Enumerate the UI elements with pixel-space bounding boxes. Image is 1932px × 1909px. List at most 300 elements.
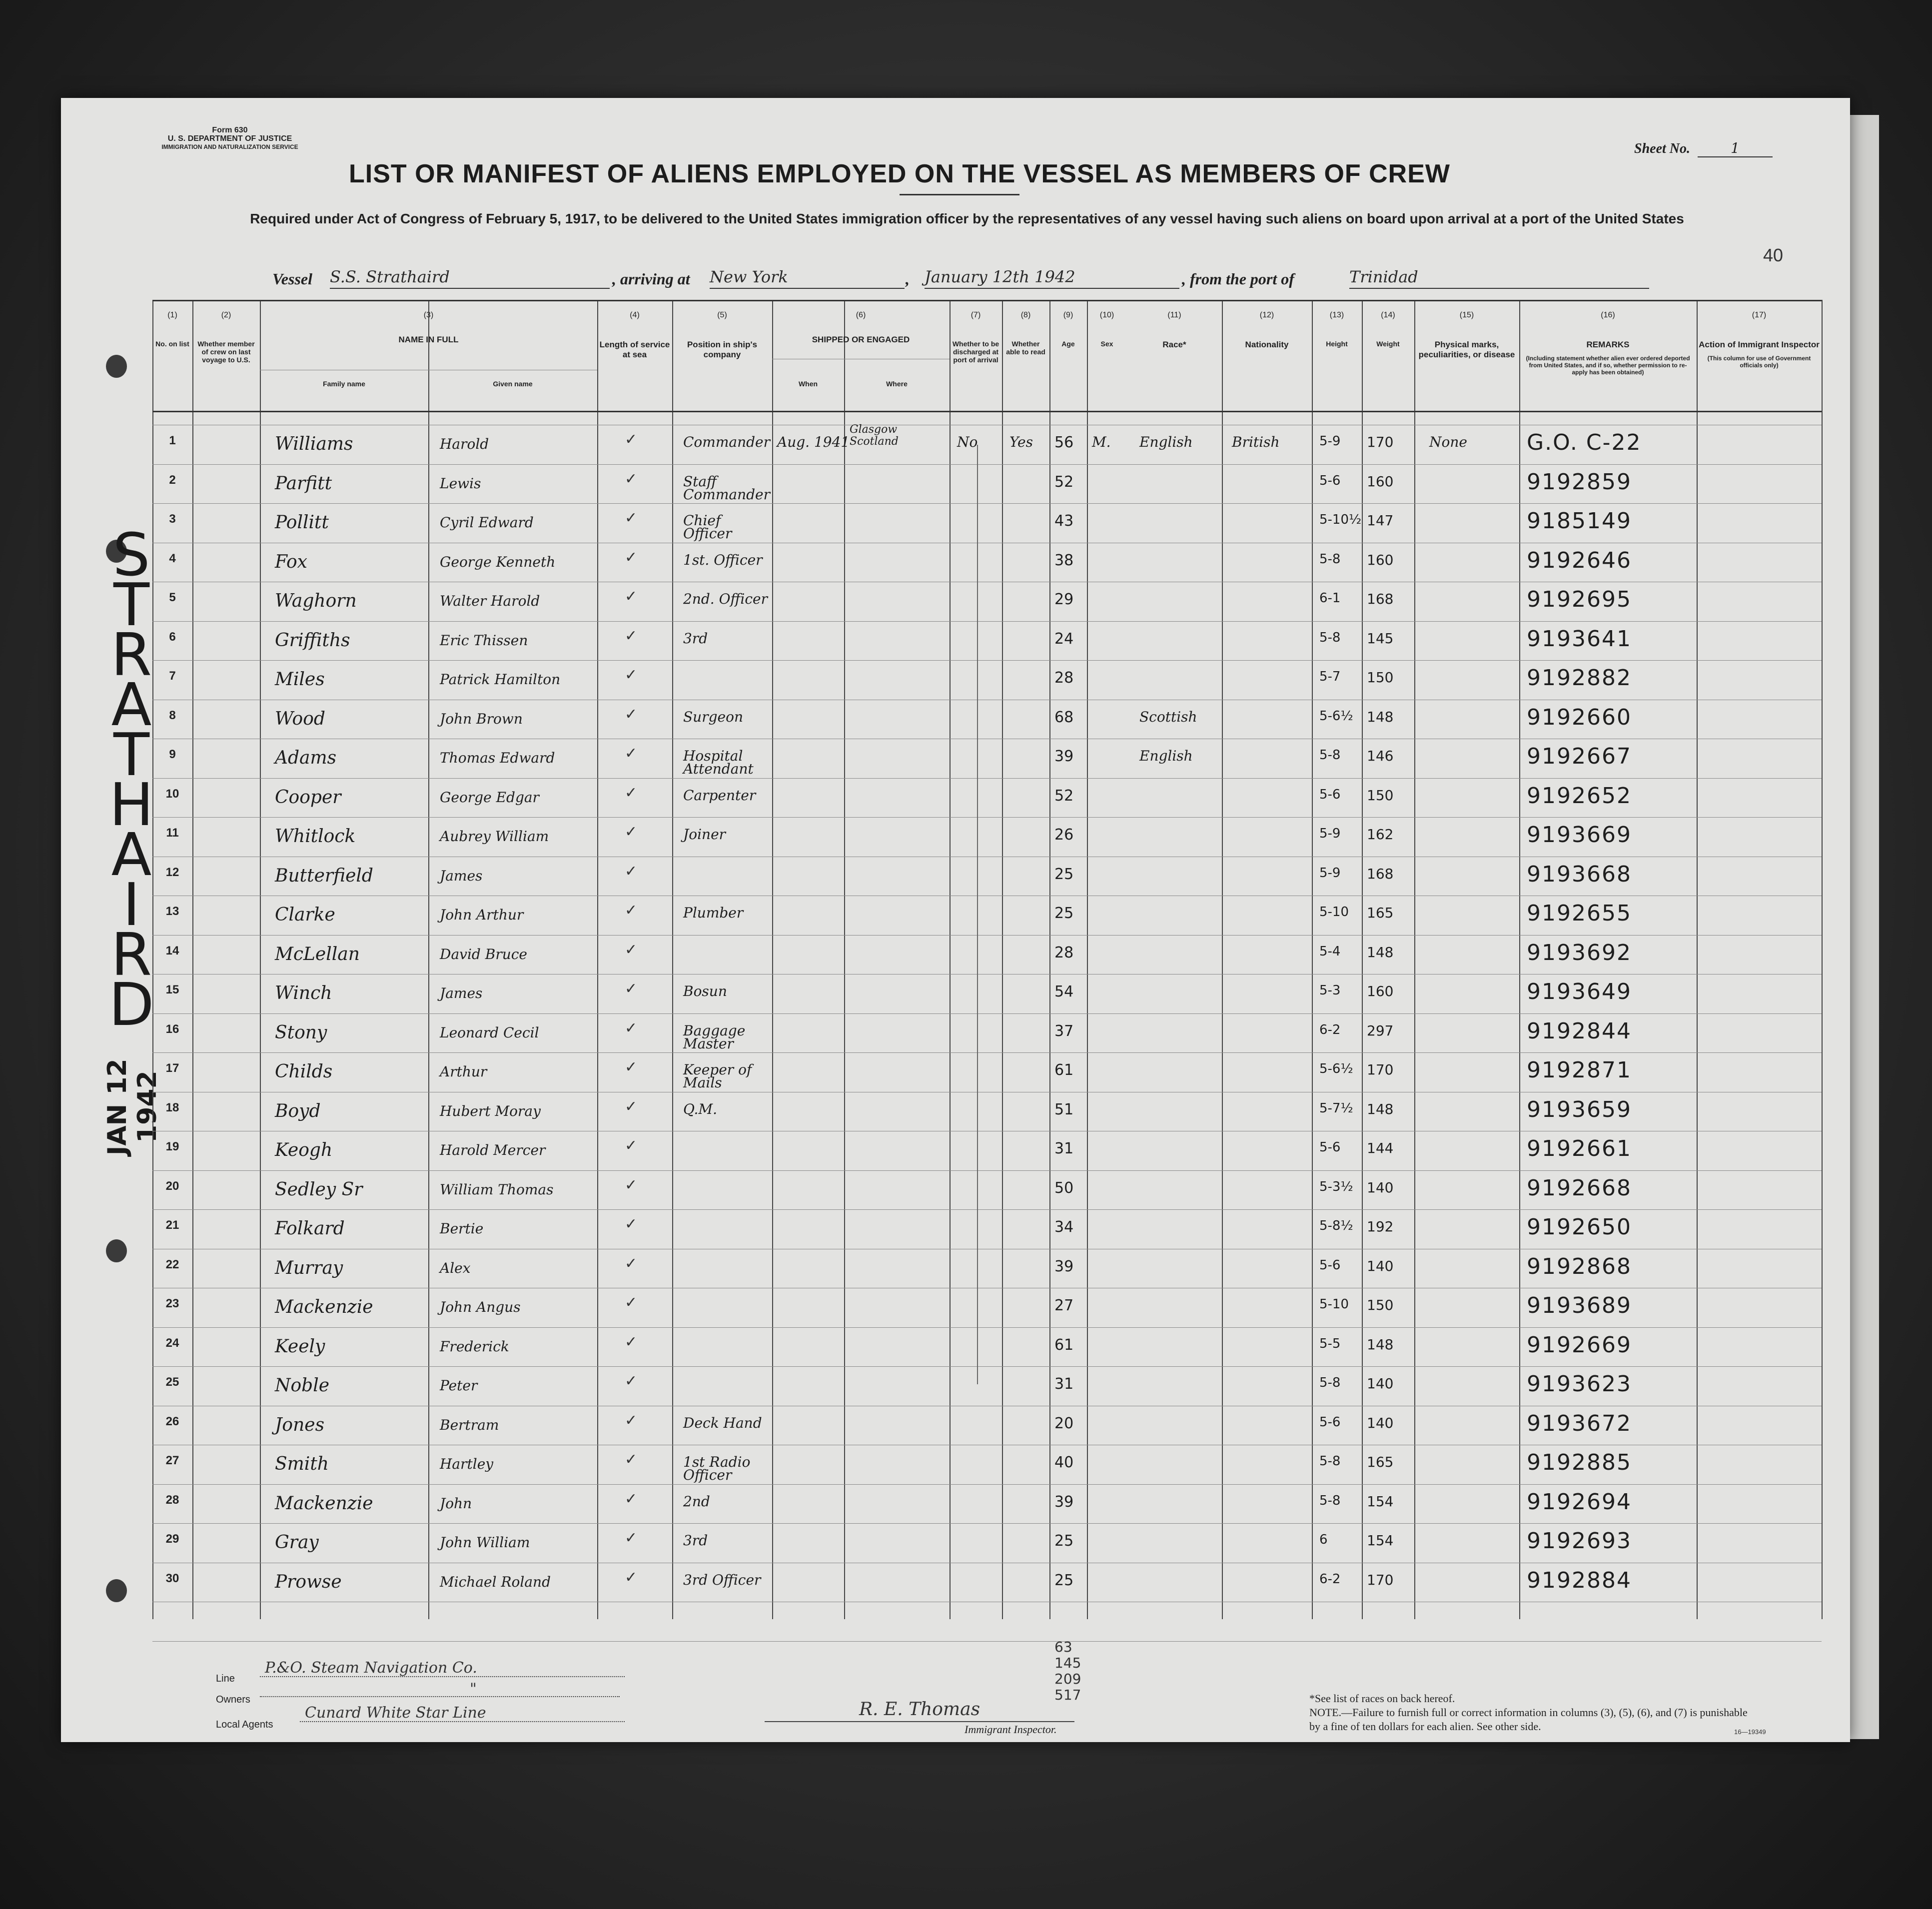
row-rule xyxy=(152,464,1822,465)
height: 5-9 xyxy=(1319,434,1341,449)
row-number: 23 xyxy=(165,1297,179,1310)
tally-value: 517 xyxy=(1054,1687,1081,1703)
age: 20 xyxy=(1054,1415,1074,1432)
age: 31 xyxy=(1054,1140,1074,1157)
row-rule xyxy=(152,503,1822,504)
service-checkmark: ✓ xyxy=(625,941,638,958)
row-number: 18 xyxy=(165,1101,179,1114)
family-name: Smith xyxy=(275,1454,329,1474)
given-name: Harold xyxy=(440,436,489,452)
column-number: (15) xyxy=(1459,311,1474,319)
service-checkmark: ✓ xyxy=(625,1569,638,1586)
row-number: 12 xyxy=(165,866,179,879)
weight: 297 xyxy=(1367,1022,1394,1039)
sex: M. xyxy=(1092,434,1111,450)
column-number: (14) xyxy=(1381,311,1395,319)
weight: 160 xyxy=(1367,552,1394,568)
remark: 9192884 xyxy=(1527,1568,1632,1593)
position: 1st. Officer xyxy=(683,552,763,568)
remark: 9192661 xyxy=(1527,1136,1632,1161)
column-number: (9) xyxy=(1063,311,1073,319)
form-number: Form 630 xyxy=(212,126,248,134)
column-divider xyxy=(672,300,673,1619)
stamp-letter: I xyxy=(122,870,137,939)
age: 39 xyxy=(1054,748,1074,765)
weight: 146 xyxy=(1367,748,1394,764)
position: Deck Hand xyxy=(683,1415,762,1431)
family-name: Keely xyxy=(275,1336,325,1357)
stamp-letter: S xyxy=(112,520,147,589)
remark: 9192660 xyxy=(1527,705,1632,730)
family-name: Miles xyxy=(275,669,325,690)
service-checkmark: ✓ xyxy=(625,1019,638,1037)
departure-port: Trinidad xyxy=(1349,266,1649,289)
column-divider xyxy=(1362,300,1363,1619)
height: 5-3½ xyxy=(1319,1179,1353,1194)
service-checkmark: ✓ xyxy=(625,863,638,880)
given-name: David Bruce xyxy=(440,946,527,962)
row-rule xyxy=(152,1641,1822,1642)
height: 6-1 xyxy=(1319,591,1341,606)
given-name: Patrick Hamilton xyxy=(440,671,561,688)
weight: 170 xyxy=(1367,1572,1394,1588)
row-number: 8 xyxy=(169,709,176,722)
tally-notes xyxy=(1054,1639,1081,1703)
row-number: 21 xyxy=(165,1218,179,1232)
row-rule xyxy=(152,935,1822,936)
document-title: LIST OR MANIFEST OF ALIENS EMPLOYED ON THE VESSEL AS MEMBERS OF CREW xyxy=(349,159,1450,188)
age: 31 xyxy=(1054,1375,1074,1393)
age: 54 xyxy=(1054,983,1074,1000)
row-number: 25 xyxy=(165,1375,179,1389)
remark: 9193623 xyxy=(1527,1371,1632,1397)
given-name: George Edgar xyxy=(440,789,539,806)
column-divider xyxy=(1222,300,1223,1619)
service-checkmark: ✓ xyxy=(625,588,638,605)
family-name: Adams xyxy=(275,748,337,768)
weight: 162 xyxy=(1367,826,1394,843)
family-name: Folkard xyxy=(275,1218,345,1239)
position: Keeper of Mails xyxy=(683,1061,752,1091)
sheet-number xyxy=(1634,140,1773,157)
remark: 9193668 xyxy=(1527,862,1632,887)
weight: 168 xyxy=(1367,591,1394,607)
header-bottom-rule xyxy=(152,411,1822,412)
form-service: IMMIGRATION AND NATURALIZATION SERVICE xyxy=(161,143,298,150)
row-number: 4 xyxy=(169,552,176,565)
form-dept: U. S. DEPARTMENT OF JUSTICE xyxy=(167,134,292,143)
column-divider xyxy=(1002,300,1003,1619)
service-checkmark: ✓ xyxy=(625,1490,638,1508)
given-name: Michael Roland xyxy=(440,1574,551,1590)
family-name: Wood xyxy=(275,709,325,729)
family-name: Parfitt xyxy=(275,473,332,494)
given-name: Hubert Moray xyxy=(440,1103,541,1119)
remark: 9192882 xyxy=(1527,665,1632,691)
given-name: John xyxy=(440,1495,472,1512)
column-number: (4) xyxy=(630,311,640,319)
given-name: Alex xyxy=(440,1260,471,1276)
shipped-where: Glasgow Scotland xyxy=(850,423,899,448)
weight: 160 xyxy=(1367,983,1394,999)
age: 25 xyxy=(1054,866,1074,883)
column-header: Weight xyxy=(1376,340,1400,348)
column-divider xyxy=(950,300,951,1619)
family-name: Noble xyxy=(275,1375,330,1396)
age: 68 xyxy=(1054,709,1074,726)
weight: 140 xyxy=(1367,1415,1394,1431)
family-name: Butterfield xyxy=(275,866,373,886)
height: 5-8 xyxy=(1319,1375,1341,1390)
remark: 9192844 xyxy=(1527,1018,1632,1044)
family-name: Mackenzie xyxy=(275,1297,373,1317)
remark: 9193689 xyxy=(1527,1293,1632,1318)
line-label: Line xyxy=(216,1673,235,1684)
age: 25 xyxy=(1054,905,1074,922)
family-name: Waghorn xyxy=(275,591,357,611)
physical-marks: None xyxy=(1429,434,1467,450)
family-name: Childs xyxy=(275,1061,333,1082)
remark: 9192694 xyxy=(1527,1489,1632,1515)
weight: 148 xyxy=(1367,709,1394,725)
row-rule xyxy=(152,1484,1822,1485)
able-to-read: Yes xyxy=(1009,434,1033,450)
family-name: Williams xyxy=(275,434,353,454)
age: 61 xyxy=(1054,1061,1074,1079)
service-checkmark: ✓ xyxy=(625,470,638,488)
age: 34 xyxy=(1054,1218,1074,1236)
column-header: Action of Immigrant Inspector xyxy=(1699,340,1820,349)
position: Surgeon xyxy=(683,709,743,725)
height: 5-8 xyxy=(1319,1454,1341,1469)
inspector-signature: R. E. Thomas xyxy=(765,1699,1074,1722)
column-divider xyxy=(1697,300,1698,1619)
stamp-letter: H xyxy=(109,770,151,839)
family-name: Whitlock xyxy=(275,826,356,847)
column-divider xyxy=(192,300,193,1619)
height: 6 xyxy=(1319,1532,1328,1547)
footer-form-code: 16—19349 xyxy=(1734,1728,1766,1736)
column-header: Whether able to read xyxy=(1006,340,1045,356)
column-header: Race* xyxy=(1162,340,1186,349)
column-header: Whether to be discharged at port of arrival xyxy=(952,340,999,364)
height: 5-6 xyxy=(1319,1415,1341,1430)
column-divider xyxy=(1049,300,1050,1619)
height: 5-6 xyxy=(1319,787,1341,802)
weight: 150 xyxy=(1367,669,1394,686)
row-rule xyxy=(152,778,1822,779)
row-number: 29 xyxy=(165,1532,179,1546)
height: 5-3 xyxy=(1319,983,1341,998)
row-rule xyxy=(152,1013,1822,1014)
weight: 170 xyxy=(1367,434,1394,450)
age: 61 xyxy=(1054,1336,1074,1354)
given-name: Peter xyxy=(440,1377,478,1394)
column-number: (13) xyxy=(1329,311,1344,319)
remark: 9192650 xyxy=(1527,1214,1632,1240)
remark: 9193672 xyxy=(1527,1411,1632,1436)
height: 5-8 xyxy=(1319,630,1341,645)
position: 2nd xyxy=(683,1493,710,1510)
column-number: (10) xyxy=(1099,311,1114,319)
row-rule xyxy=(152,1327,1822,1328)
position: 2nd. Officer xyxy=(683,591,768,607)
age: 25 xyxy=(1054,1532,1074,1550)
family-name: Jones xyxy=(275,1415,325,1435)
races-note: *See list of races on back hereof. xyxy=(1309,1692,1455,1705)
remark: 9192669 xyxy=(1527,1332,1632,1358)
remark: 9192868 xyxy=(1527,1254,1632,1279)
service-checkmark: ✓ xyxy=(625,1215,638,1233)
column-number: (3) xyxy=(423,311,434,319)
remark: 9193669 xyxy=(1527,822,1632,848)
position: Plumber xyxy=(683,905,744,921)
given-name: James xyxy=(440,868,483,884)
row-number: 28 xyxy=(165,1493,179,1507)
owners-label: Owners xyxy=(216,1694,250,1705)
family-name: Cooper xyxy=(275,787,341,808)
column-header: Physical marks, peculiarities, or disease xyxy=(1418,340,1515,359)
row-number: 19 xyxy=(165,1140,179,1153)
given-name: John Angus xyxy=(440,1299,521,1315)
discharge: No xyxy=(957,434,978,450)
agents-value: Cunard White Star Line xyxy=(300,1704,625,1722)
position: Joiner xyxy=(683,826,726,843)
given-name: Cyril Edward xyxy=(440,514,534,531)
position: Bosun xyxy=(683,983,727,999)
row-number: 7 xyxy=(169,669,176,683)
family-name: Griffiths xyxy=(275,630,350,651)
weight: 148 xyxy=(1367,1101,1394,1117)
remark: 9193649 xyxy=(1527,979,1632,1004)
family-name: Pollitt xyxy=(275,512,329,533)
column-divider xyxy=(1822,300,1823,1619)
remark: 9193641 xyxy=(1527,626,1632,652)
position: Hospital Attendant xyxy=(683,748,754,777)
age: 50 xyxy=(1054,1179,1074,1197)
column-number: (17) xyxy=(1752,311,1767,319)
given-name: Walter Harold xyxy=(440,593,540,609)
row-number: 14 xyxy=(165,944,179,957)
service-checkmark: ✓ xyxy=(625,1451,638,1468)
row-number: 16 xyxy=(165,1022,179,1036)
row-rule xyxy=(152,621,1822,622)
row-number: 27 xyxy=(165,1454,179,1467)
row-number: 15 xyxy=(165,983,179,996)
row-number: 30 xyxy=(165,1572,179,1585)
race: Scottish xyxy=(1139,709,1197,725)
stamp-letter: D xyxy=(108,970,151,1039)
column-number: (5) xyxy=(717,311,727,319)
given-name: Harold Mercer xyxy=(440,1142,546,1158)
height: 5-6 xyxy=(1319,1258,1341,1273)
weight: 148 xyxy=(1367,944,1394,960)
column-divider xyxy=(1414,300,1415,1619)
row-number: 11 xyxy=(166,826,179,840)
family-name: Winch xyxy=(275,983,332,1003)
form-header xyxy=(145,126,315,151)
height: 5-5 xyxy=(1319,1336,1341,1351)
height: 5-10 xyxy=(1319,905,1349,920)
family-name: Sedley Sr xyxy=(275,1179,363,1200)
action-note: (This column for use of Government officials only) xyxy=(1707,355,1811,369)
height: 5-8½ xyxy=(1319,1218,1353,1233)
given-name: Thomas Edward xyxy=(440,750,555,766)
sheet-value: 1 xyxy=(1698,140,1773,157)
weight: 154 xyxy=(1367,1493,1394,1510)
family-name: Keogh xyxy=(275,1140,333,1160)
given-name: Bertram xyxy=(440,1417,499,1433)
given-name: William Thomas xyxy=(440,1181,554,1198)
family-name: McLellan xyxy=(275,944,360,964)
given-name: Aubrey William xyxy=(440,828,549,845)
service-checkmark: ✓ xyxy=(625,1058,638,1076)
column-number: (11) xyxy=(1167,311,1181,319)
age: 26 xyxy=(1054,826,1074,844)
row-rule xyxy=(152,1170,1822,1171)
remark: 9192646 xyxy=(1527,548,1632,573)
height: 5-6 xyxy=(1319,1140,1341,1155)
age: 28 xyxy=(1054,669,1074,687)
family-name: Fox xyxy=(275,552,307,572)
row-number: 10 xyxy=(165,787,179,801)
subheader-when: When xyxy=(798,380,818,388)
service-checkmark: ✓ xyxy=(625,823,638,841)
remarks-note: (Including statement whether alien ever ordered deported from United States, and if so, whether permission to re-apply has been obtained) xyxy=(1526,355,1690,376)
weight: 150 xyxy=(1367,787,1394,804)
given-name: Frederick xyxy=(440,1338,509,1355)
weight: 145 xyxy=(1367,630,1394,647)
weight: 150 xyxy=(1367,1297,1394,1313)
service-checkmark: ✓ xyxy=(625,1137,638,1154)
age: 40 xyxy=(1054,1454,1074,1471)
remark: 9192668 xyxy=(1527,1175,1632,1201)
service-checkmark: ✓ xyxy=(625,1255,638,1272)
given-name: Bertie xyxy=(440,1220,484,1237)
paper-edge xyxy=(1849,115,1879,1739)
age: 37 xyxy=(1054,1022,1074,1040)
position: 3rd xyxy=(683,1532,708,1549)
remark: 9192885 xyxy=(1527,1450,1632,1475)
arrival-date: January 12th 1942 xyxy=(925,266,1179,289)
column-number: (2) xyxy=(221,311,231,319)
row-number: 5 xyxy=(169,591,176,604)
given-name: John Brown xyxy=(440,711,523,727)
remark: 9192655 xyxy=(1527,901,1632,926)
arrival-port: New York xyxy=(710,266,905,289)
weight: 140 xyxy=(1367,1375,1394,1392)
crew-table xyxy=(152,300,1822,1619)
comma: , xyxy=(906,270,910,288)
weight: 144 xyxy=(1367,1140,1394,1156)
height: 5-7 xyxy=(1319,669,1341,684)
height: 5-10½ xyxy=(1319,512,1362,527)
family-name: Prowse xyxy=(275,1572,342,1592)
height: 5-9 xyxy=(1319,826,1341,841)
row-number: 9 xyxy=(169,748,176,761)
column-header: No. on list xyxy=(155,340,189,348)
family-name: Boyd xyxy=(275,1101,321,1121)
service-checkmark: ✓ xyxy=(625,1372,638,1390)
row-rule xyxy=(152,1052,1822,1053)
position: 3rd xyxy=(683,630,708,647)
service-checkmark: ✓ xyxy=(625,902,638,919)
row-rule xyxy=(152,1209,1822,1210)
column-header: REMARKS xyxy=(1586,340,1630,349)
column-number: (16) xyxy=(1601,311,1615,319)
age: 24 xyxy=(1054,630,1074,648)
column-divider xyxy=(597,300,598,1619)
row-number: 20 xyxy=(165,1179,179,1193)
column-divider xyxy=(152,300,153,1619)
position: Staff Commander xyxy=(683,473,770,503)
column-divider xyxy=(260,300,261,1619)
column-header: Whether member of crew on last voyage to U.S. xyxy=(197,340,255,364)
subheader-given: Given name xyxy=(493,380,533,388)
column-divider xyxy=(844,300,845,1619)
given-name: John Arthur xyxy=(440,907,524,923)
given-name: John William xyxy=(440,1534,530,1551)
weight: 154 xyxy=(1367,1532,1394,1549)
age: 52 xyxy=(1054,787,1074,805)
row-rule xyxy=(152,1366,1822,1367)
height: 5-8 xyxy=(1319,552,1341,567)
inspector-label: Immigrant Inspector. xyxy=(965,1723,1057,1736)
given-name: George Kenneth xyxy=(440,554,556,570)
stamp-letter: A xyxy=(111,820,149,889)
line-value: P.&O. Steam Navigation Co. xyxy=(260,1659,625,1677)
row-number: 1 xyxy=(169,434,176,447)
weight: 192 xyxy=(1367,1218,1394,1235)
weight: 170 xyxy=(1367,1061,1394,1078)
age: 51 xyxy=(1054,1101,1074,1118)
vessel-label: Vessel xyxy=(272,270,312,288)
column-number: (6) xyxy=(856,311,866,319)
remark: 9192859 xyxy=(1527,469,1632,495)
column-header: Age xyxy=(1061,340,1075,348)
height: 5-4 xyxy=(1319,944,1341,959)
column-number: (1) xyxy=(167,311,177,319)
age: 28 xyxy=(1054,944,1074,961)
service-checkmark: ✓ xyxy=(625,1412,638,1429)
remark: 9192693 xyxy=(1527,1528,1632,1554)
age: 43 xyxy=(1054,512,1074,530)
column-number: (12) xyxy=(1259,311,1274,319)
family-name: Mackenzie xyxy=(275,1493,373,1514)
remark: 9193692 xyxy=(1527,940,1632,965)
age: 52 xyxy=(1054,473,1074,491)
race: English xyxy=(1139,748,1193,764)
service-checkmark: ✓ xyxy=(625,1176,638,1194)
height: 5-7½ xyxy=(1319,1101,1353,1116)
shipped-when: Aug. 1941 xyxy=(777,434,850,450)
family-name: Stony xyxy=(275,1022,327,1043)
column-header: SHIPPED OR ENGAGED xyxy=(812,335,910,344)
row-number: 13 xyxy=(165,905,179,918)
stamp-letter: R xyxy=(111,920,149,989)
service-checkmark: ✓ xyxy=(625,509,638,527)
tally-value: 145 xyxy=(1054,1655,1081,1671)
binder-hole xyxy=(106,1239,127,1262)
age: 56 xyxy=(1054,434,1074,451)
age: 38 xyxy=(1054,552,1074,569)
given-name: Lewis xyxy=(440,475,481,492)
race: English xyxy=(1139,434,1193,450)
remark: 9192871 xyxy=(1527,1057,1632,1083)
position: Baggage Master xyxy=(683,1022,746,1052)
row-number: 24 xyxy=(165,1336,179,1350)
penalty-note: NOTE.—Failure to furnish full or correct information in columns (3), (5), (6), and (7) is punishable by a fine of ten dollars for each alien. See other side. xyxy=(1309,1706,1748,1733)
